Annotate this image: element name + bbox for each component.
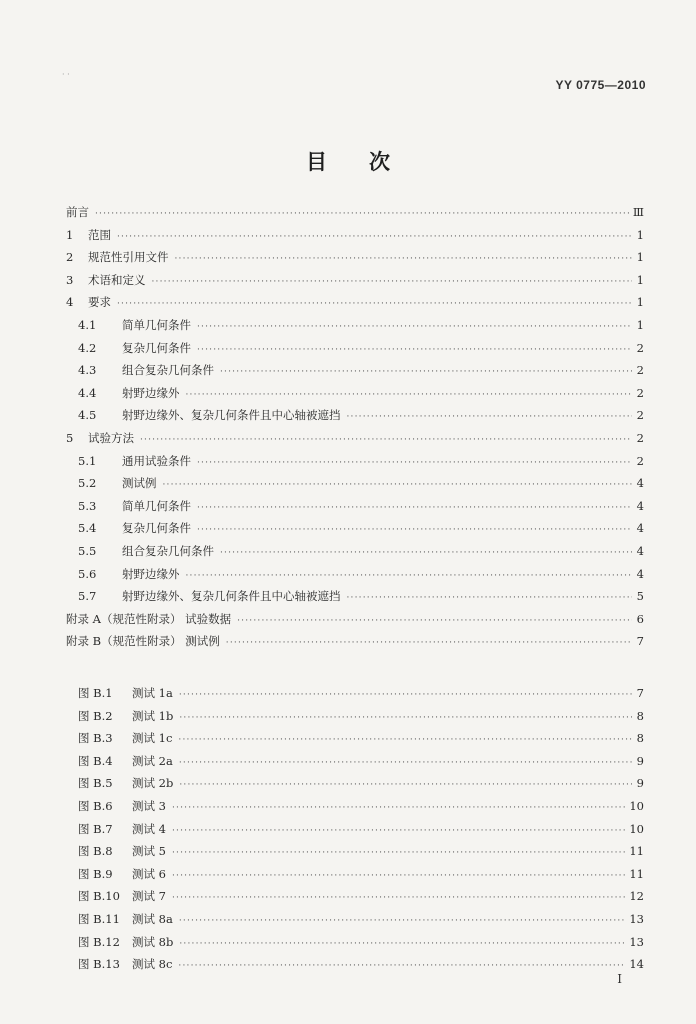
entry-title: 测试 7 [132,889,166,904]
entry-number: 4.3 [78,363,97,378]
entry-title: 测试 1c [132,731,173,746]
entry-number: 图 B.2 [78,708,113,723]
figure-entry[interactable] [66,956,644,979]
figure-entry[interactable] [66,843,644,866]
entry-number: 图 B.4 [78,753,113,768]
entry-number: 4.2 [78,340,97,355]
entry-page-number: 8 [636,731,644,746]
entry-title: 测试 8b [132,934,174,949]
entry-title: 规范性引用文件 [88,250,169,265]
dot-leader [178,961,625,971]
entry-title: 测试 2b [132,776,174,791]
entry-page-number: 7 [636,686,644,700]
entry-number: 5.2 [78,476,97,491]
standard-code: YY 0775—2010 [555,78,646,92]
dot-leader [179,690,632,700]
entry-page-number: 2 [636,340,644,355]
toc-entry[interactable] [66,520,644,543]
dot-leader [186,390,633,400]
dot-leader [347,412,633,422]
entry-number: 5.6 [78,566,97,581]
toc-entry[interactable] [66,588,644,611]
entry-page-number: 4 [636,476,644,491]
entry-page-number: 2 [636,453,644,468]
toc-entry[interactable] [66,498,644,521]
entry-page-number: 1 [636,250,644,265]
entry-page-number: 1 [636,317,644,332]
dot-leader [117,232,632,242]
dot-leader [163,480,633,490]
entry-number: 图 B.3 [78,731,113,746]
entry-number: 5.5 [78,543,97,558]
entry-title: 组合复杂几何条件 [122,543,214,558]
entry-number: 2 [66,250,74,265]
toc-entry[interactable] [66,543,644,566]
entry-number: 5.1 [78,453,97,468]
figure-entry[interactable] [66,753,644,776]
entry-title: 测试 4 [132,821,166,836]
figure-entry[interactable] [66,888,644,911]
scan-speck: · · [62,70,70,79]
entry-number: 5.4 [78,521,97,536]
dot-leader [172,871,625,881]
entry-page-number: 4 [636,498,644,513]
dot-leader [95,209,629,219]
entry-number: 4.5 [78,408,97,423]
entry-page-number: 2 [636,385,644,400]
entry-title: 附录 A（规范性附录） 试验数据 [66,611,232,626]
entry-title: 测试 1a [132,686,173,700]
entry-page-number: 13 [629,934,644,949]
entry-page-number: 2 [636,363,644,378]
entry-page-number: 2 [636,430,644,445]
entry-page-number: 8 [636,708,644,723]
entry-title: 要求 [88,295,111,310]
entry-page-number: 2 [636,408,644,423]
entry-page-number: 1 [636,227,644,242]
entry-title: 测试 8a [132,911,173,926]
dot-leader [197,525,632,535]
entry-page-number: 10 [629,798,644,813]
entry-page-number: 11 [629,844,644,859]
dot-leader [197,458,632,468]
entry-number: 3 [66,272,74,287]
entry-title: 测试 3 [132,798,166,813]
figure-entry[interactable] [66,708,644,731]
dot-leader [220,367,632,377]
dot-leader [237,616,632,626]
entry-page-number: 1 [636,272,644,287]
toc-entry[interactable] [66,566,644,589]
entry-title: 测试 5 [132,844,166,859]
entry-title: 复杂几何条件 [122,340,191,355]
entry-page-number: 4 [636,521,644,536]
toc-entry[interactable] [66,453,644,476]
entry-page-number: 9 [636,776,644,791]
entry-page-number: 14 [629,957,644,972]
toc-entry[interactable] [66,227,644,250]
entry-page-number: 4 [636,543,644,558]
entry-number: 4.1 [78,317,97,332]
entry-title: 测试例 [122,476,157,491]
toc-entry[interactable] [66,204,644,227]
entry-number: 图 B.10 [78,889,120,904]
toc-entry[interactable] [66,430,644,453]
entry-page-number: Ⅲ [632,205,644,219]
entry-title: 通用试验条件 [122,453,191,468]
entry-title: 附录 B（规范性附录） 测试例 [66,634,220,649]
dot-leader [152,277,633,287]
entry-number: 图 B.7 [78,821,113,836]
entry-title: 范围 [88,227,111,242]
entry-number: 图 B.13 [78,957,120,972]
entry-title: 组合复杂几何条件 [122,363,214,378]
entry-title: 射野边缘外 [122,385,180,400]
entry-title: 射野边缘外 [122,566,180,581]
figure-entry[interactable] [66,866,644,889]
dot-leader [179,939,625,949]
dot-leader [178,735,632,745]
toc-entry[interactable] [66,475,644,498]
entry-page-number: 5 [636,589,644,604]
toc-entry[interactable] [66,340,644,363]
toc-entry[interactable] [66,294,644,317]
entry-page-number: 9 [636,753,644,768]
entry-page-number: 4 [636,566,644,581]
entry-title: 射野边缘外、复杂几何条件且中心轴被遮挡 [122,408,341,423]
figure-entry[interactable] [66,934,644,957]
entry-page-number: 11 [629,866,644,881]
dot-leader [220,548,632,558]
dot-leader [179,780,632,790]
entry-number: 图 B.9 [78,866,113,881]
entry-number: 5 [66,430,74,445]
figure-entry[interactable] [66,685,644,708]
dot-leader [347,593,633,603]
toc-entry[interactable] [66,272,644,295]
entry-number: 图 B.8 [78,844,113,859]
dot-leader [172,803,625,813]
entry-page-number: 6 [636,611,644,626]
dot-leader [140,435,632,445]
dot-leader [175,254,633,264]
dot-leader [197,322,632,332]
entry-number: 图 B.6 [78,798,113,813]
entry-page-number: 13 [629,911,644,926]
dot-leader [197,345,632,355]
entry-number: 4 [66,295,74,310]
entry-title: 测试 8c [132,957,173,972]
entry-number: 图 B.5 [78,776,113,791]
entry-page-number: 10 [629,821,644,836]
entry-number: 图 B.12 [78,934,120,949]
table-of-contents [66,204,644,656]
toc-entry[interactable] [66,407,644,430]
toc-entry[interactable] [66,317,644,340]
toc-entry[interactable] [66,611,644,634]
dot-leader [172,826,625,836]
entry-page-number: 12 [629,889,644,904]
dot-leader [117,299,632,309]
dot-leader [186,571,633,581]
entry-page-number: 7 [636,634,644,649]
dot-leader [172,893,625,903]
entry-title: 测试 6 [132,866,166,881]
entry-title: 测试 1b [132,708,174,723]
dot-leader [197,503,632,513]
entry-number: 5.3 [78,498,97,513]
toc-entry[interactable] [66,385,644,408]
toc-entry[interactable] [66,249,644,272]
toc-entry[interactable] [66,362,644,385]
entry-number: 4.4 [78,385,97,400]
entry-title: 简单几何条件 [122,317,191,332]
entry-page-number: 1 [636,295,644,310]
entry-number: 图 B.11 [78,911,120,926]
figure-entry[interactable] [66,911,644,934]
toc-entry[interactable] [66,633,644,656]
entry-number: 1 [66,227,74,242]
entry-title: 前言 [66,205,89,219]
dot-leader [179,758,632,768]
figure-entry[interactable] [66,798,644,821]
entry-title: 射野边缘外、复杂几何条件且中心轴被遮挡 [122,589,341,604]
dot-leader [179,713,632,723]
entry-title: 简单几何条件 [122,498,191,513]
page-title: 目次 [306,149,432,174]
entry-title: 试验方法 [88,430,134,445]
entry-number: 图 B.1 [78,686,113,700]
entry-title: 测试 2a [132,753,173,768]
dot-leader [226,638,632,648]
dot-leader [172,848,625,858]
entry-number: 5.7 [78,589,97,604]
page-folio: I [617,972,622,986]
figure-entry[interactable] [66,775,644,798]
dot-leader [179,916,626,926]
entry-title: 术语和定义 [88,272,146,287]
figure-entry[interactable] [66,821,644,844]
entry-title: 复杂几何条件 [122,521,191,536]
figure-list [66,685,644,979]
figure-entry[interactable] [66,730,644,753]
